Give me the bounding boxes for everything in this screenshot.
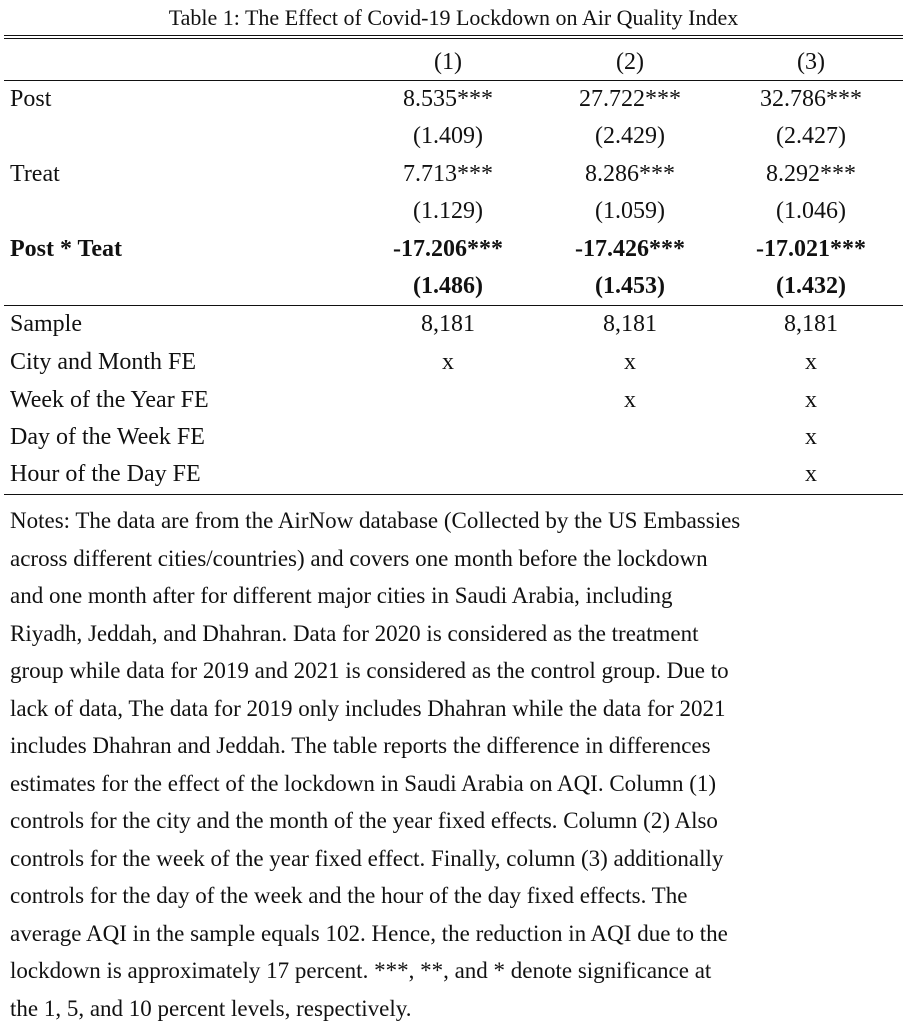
column-header-row [0,44,907,81]
cell: (1.046) [721,193,901,230]
row-label: Sample [10,306,82,343]
table-row [0,306,907,343]
cell: 32.786*** [721,81,901,118]
notes-line: estimates for the effect of the lockdown in Saudi Arabia on AQI. Column (1) [10,765,900,803]
table-row [0,344,907,381]
cell: 7.713*** [358,156,538,193]
notes-line: Notes: The data are from the AirNow database (Collected by the US Embassies [10,502,900,540]
row-label: Post * Teat [10,231,122,268]
table-row-highlight [0,268,907,305]
cell: (1.453) [540,268,720,305]
table-row [0,456,907,493]
table-row [0,382,907,419]
notes-line: lack of data, The data for 2019 only includes Dhahran while the data for 2021 [10,690,900,728]
table-caption: Table 1: The Effect of Covid-19 Lockdown on Air Quality Index [0,6,907,30]
notes-line: group while data for 2019 and 2021 is considered as the control group. Due to [10,652,900,690]
notes-line: across different cities/countries) and covers one month before the lockdown [10,540,900,578]
table-row [0,156,907,193]
table-row [0,419,907,456]
cell: 8.292*** [721,156,901,193]
cell: (1.059) [540,193,720,230]
table-notes [10,502,900,1027]
notes-line: average AQI in the sample equals 102. Hence, the reduction in AQI due to the [10,915,900,953]
bottom-rule [4,494,903,495]
cell: x [721,382,901,419]
cell: x [721,456,901,493]
cell: (1.486) [358,268,538,305]
notes-line: controls for the day of the week and the hour of the day fixed effects. The [10,877,900,915]
cell: (1.432) [721,268,901,305]
top-double-rule [4,35,903,39]
notes-line: includes Dhahran and Jeddah. The table reports the difference in differences [10,727,900,765]
row-label: Hour of the Day FE [10,456,201,493]
cell: x [540,382,720,419]
cell: 8,181 [358,306,538,343]
row-label: Treat [10,156,60,193]
cell: x [358,344,538,381]
column-header-2: (2) [540,44,720,81]
notes-line: controls for the week of the year fixed effect. Finally, column (3) additionally [10,840,900,878]
row-label: Day of the Week FE [10,419,205,456]
notes-line: controls for the city and the month of the year fixed effects. Column (2) Also [10,802,900,840]
cell: 8,181 [540,306,720,343]
cell: -17.021*** [721,231,901,268]
row-label: City and Month FE [10,344,196,381]
cell: x [721,419,901,456]
table-row [0,118,907,155]
cell: 8,181 [721,306,901,343]
cell: 8.535*** [358,81,538,118]
cell: (2.427) [721,118,901,155]
cell: x [721,344,901,381]
cell: (1.409) [358,118,538,155]
row-label: Week of the Year FE [10,382,209,419]
table-row-highlight [0,231,907,268]
table-row [0,193,907,230]
row-label: Post [10,81,51,118]
notes-line: lockdown is approximately 17 percent. ***, **, and * denote significance at [10,952,900,990]
cell: (2.429) [540,118,720,155]
cell: 27.722*** [540,81,720,118]
notes-line: and one month after for different major cities in Saudi Arabia, including [10,577,900,615]
cell: -17.426*** [540,231,720,268]
notes-line: the 1, 5, and 10 percent levels, respectively. [10,990,900,1027]
cell: 8.286*** [540,156,720,193]
column-header-3: (3) [721,44,901,81]
cell: -17.206*** [358,231,538,268]
cell: (1.129) [358,193,538,230]
column-header-1: (1) [358,44,538,81]
table-row [0,81,907,118]
cell: x [540,344,720,381]
notes-line: Riyadh, Jeddah, and Dhahran. Data for 2020 is considered as the treatment [10,615,900,653]
